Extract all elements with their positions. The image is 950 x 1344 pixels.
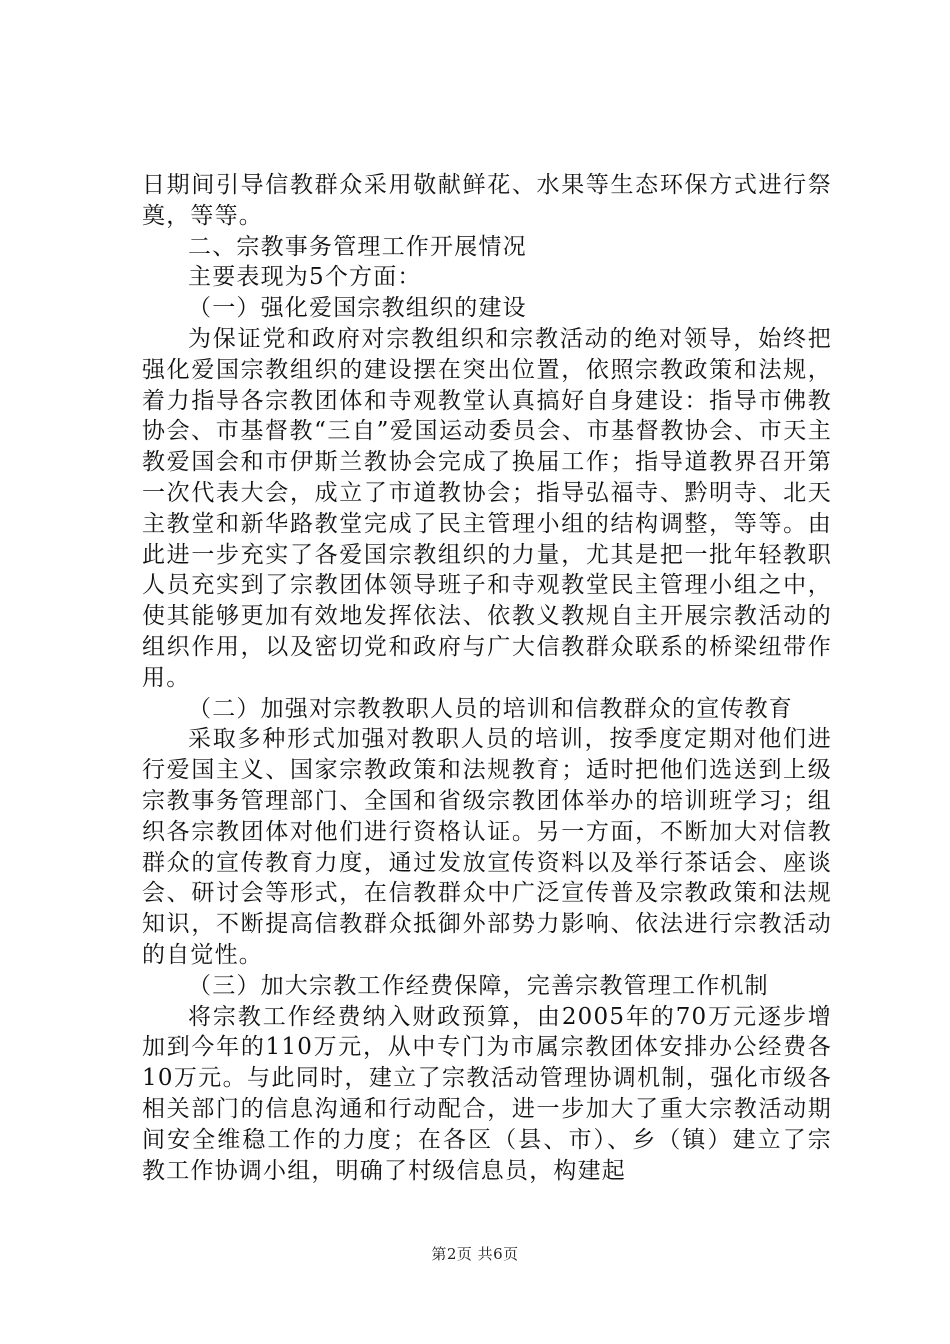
section-heading: 二、宗教事务管理工作开展情况	[188, 233, 527, 260]
subsection-heading-2: （二）加强对宗教教职人员的培训和信教群众的宣传教育	[188, 695, 793, 722]
subsection-heading-3: （三）加大宗教工作经费保障，完善宗教管理工作机制	[188, 972, 769, 999]
subsection-heading-1: （一）强化爱国宗教组织的建设	[188, 295, 527, 322]
paragraph-1: 为保证党和政府对宗教组织和宗教活动的绝对领导，始终把强化爱国宗教组织的建设摆在突出位置，依照宗教政策和法规，着力指导各宗教团体和寺观教堂认真搞好自身建设：指导市佛教协会、市基督教“三自”爱国运动委员会、市基督教协会、市天主教爱国会和市伊斯兰教协会完成了换届工作；指导道教界召开第一次代表大会，成立了市道教协会；指导弘福寺、黔明寺、北天主教堂和新华路教堂完成了民主管理小组的结构调整，等等。由此进一步充实了各爱国宗教组织的力量，尤其是把一批年轻教职人员充实到了宗教团体领导班子和寺观教堂民主管理小组之中，使其能够更加有效地发挥依法、依教义教规自主开展宗教活动的组织作用，以及密切党和政府与广大信教群众联系的桥梁纽带作用。	[142, 325, 832, 691]
paragraph-3: 将宗教工作经费纳入财政预算，由2005年的70万元逐步增加到今年的110万元，从中专门为市属宗教团体安排办公经费各10万元。与此同时，建立了宗教活动管理协调机制，强化市级各相关部门的信息沟通和行动配合，进一步加大了重大宗教活动期间安全维稳工作的力度；在各区（县、市）、乡（镇）建立了宗教工作协调小组，明确了村级信息员，构建起	[142, 1003, 832, 1184]
page-number-footer: 第2页 共6页	[431, 1245, 519, 1263]
body-text	[142, 170, 832, 1186]
paragraph-2: 采取多种形式加强对教职人员的培训，按季度定期对他们进行爱国主义、国家宗教政策和法规教育；适时把他们选送到上级宗教事务管理部门、全国和省级宗教团体举办的培训班学习；组织各宗教团体对他们进行资格认证。另一方面，不断加大对信教群众的宣传教育力度，通过发放宣传资料以及举行茶话会、座谈会、研讨会等形式，在信教群众中广泛宣传普及宗教政策和法规知识，不断提高信教群众抵御外部势力影响、依法进行宗教活动的自觉性。	[142, 726, 832, 968]
paragraph-continuation: 日期间引导信教群众采用敬献鲜花、水果等生态环保方式进行祭奠，等等。	[142, 172, 832, 229]
section-intro: 主要表现为5个方面：	[188, 264, 422, 291]
